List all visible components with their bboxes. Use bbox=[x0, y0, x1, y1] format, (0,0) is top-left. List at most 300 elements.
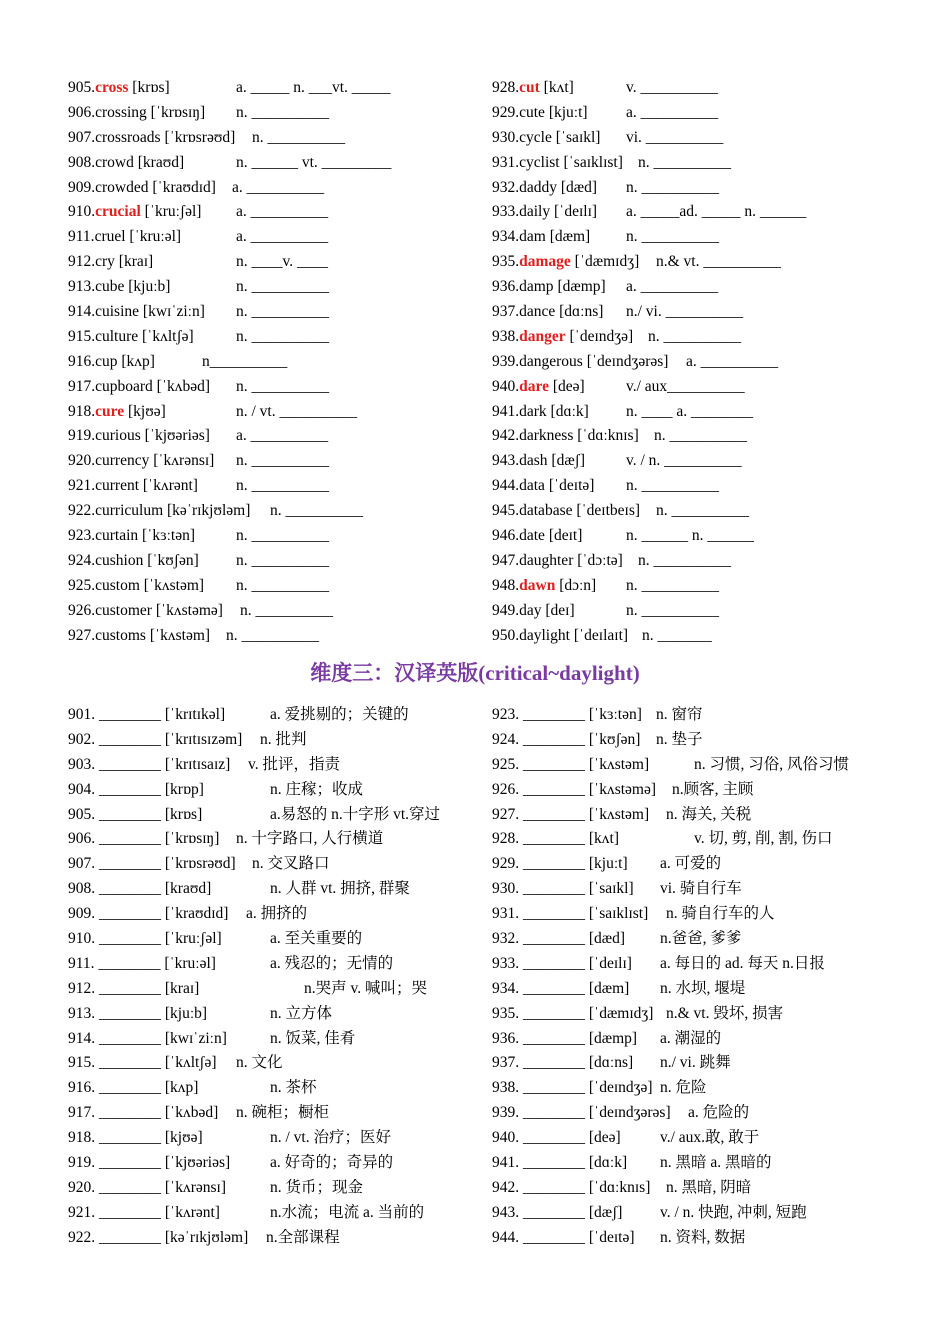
entry-definition-blank: n. __________ bbox=[626, 178, 719, 196]
entry-phonetic: [ˈsaɪkl] bbox=[555, 128, 601, 146]
entry-number: 937. bbox=[492, 303, 520, 321]
translation-entry-row bbox=[492, 1076, 932, 1101]
translation-entry-row bbox=[492, 927, 932, 952]
entry-headword: danger bbox=[519, 327, 566, 345]
entry-phonetic: [krɒs] bbox=[132, 79, 170, 96]
vocab-entry-row bbox=[68, 76, 478, 101]
answer-blank: ________ bbox=[523, 1228, 585, 1246]
entry-definition-blank: vi. __________ bbox=[626, 128, 724, 146]
answer-blank: ________ bbox=[99, 730, 161, 748]
entry-phonetic: [ˈdeɪndʒərəs] bbox=[586, 352, 669, 370]
vocab-entry-row bbox=[492, 499, 932, 524]
entry-headword-group bbox=[492, 400, 589, 425]
vocab-entry-row bbox=[68, 275, 478, 300]
entry-chinese-definition: a.易怒的 n.十字形 vt.穿过 bbox=[270, 805, 441, 823]
entry-answer-group bbox=[68, 1051, 217, 1076]
entry-phonetic: [ˈkrɒsrəʊd] bbox=[164, 855, 236, 873]
entry-phonetic: [kjuːt] bbox=[548, 103, 588, 121]
entry-headword-group bbox=[492, 76, 574, 101]
entry-answer-group bbox=[492, 1226, 634, 1251]
entry-number: 918. bbox=[68, 402, 96, 420]
entry-headword-group bbox=[68, 200, 201, 225]
entry-definition-blank: v./ aux__________ bbox=[626, 377, 745, 395]
vocab-entry-row bbox=[492, 574, 932, 599]
entry-chinese-definition: n.顾客, 主顾 bbox=[672, 780, 754, 798]
entry-chinese-definition: n. 黑暗 a. 黑暗的 bbox=[660, 1154, 772, 1172]
entry-number: 923. bbox=[68, 527, 96, 545]
entry-answer-group bbox=[492, 1101, 671, 1126]
answer-blank: ________ bbox=[99, 780, 161, 798]
translation-entry-row bbox=[68, 877, 478, 902]
entry-definition-blank: n. __________ bbox=[236, 576, 329, 594]
entry-definition-blank: n.& vt. __________ bbox=[656, 253, 781, 271]
entry-phonetic: [kjuːb] bbox=[128, 278, 171, 296]
entry-phonetic: [ˈkʌstəm] bbox=[149, 626, 211, 644]
vocab-entry-row bbox=[68, 524, 478, 549]
entry-number: 911. bbox=[68, 954, 95, 972]
entry-phonetic: [ˈdɑːknɪs] bbox=[577, 427, 639, 445]
entry-number: 907. bbox=[68, 855, 96, 873]
entry-headword-group bbox=[492, 350, 668, 375]
vocab-entry-row bbox=[492, 76, 932, 101]
answer-blank: ________ bbox=[523, 979, 585, 997]
translation-entry-row bbox=[68, 728, 478, 753]
entry-chinese-definition: n. 茶杯 bbox=[270, 1079, 317, 1097]
translation-entry-row bbox=[492, 852, 932, 877]
entry-headword-group bbox=[68, 300, 205, 325]
vocab-entry-row bbox=[492, 225, 932, 250]
entry-phonetic: [dæd] bbox=[560, 178, 598, 196]
entry-number: 950. bbox=[492, 626, 520, 644]
entry-definition-blank: n. __________ bbox=[236, 303, 329, 321]
translation-entry-row bbox=[492, 877, 932, 902]
entry-headword: custom bbox=[95, 576, 140, 594]
entry-definition-blank: a. __________ bbox=[232, 178, 325, 196]
entry-chinese-definition: n. / vt. 治疗；医好 bbox=[270, 1129, 391, 1147]
entry-phonetic: [ˈkʌstəm] bbox=[588, 755, 650, 773]
entry-number: 939. bbox=[492, 352, 520, 370]
entry-chinese-definition: n. 窗帘 bbox=[656, 706, 703, 723]
entry-headword: cycle bbox=[519, 128, 552, 146]
entry-headword-group bbox=[68, 424, 210, 449]
entry-headword-group bbox=[492, 126, 600, 151]
entry-definition-blank: n. ______ n. ______ bbox=[626, 527, 754, 545]
entry-headword: damage bbox=[519, 253, 571, 271]
entry-number: 921. bbox=[68, 1203, 96, 1221]
entry-chinese-definition: n.水流；电流 a. 当前的 bbox=[270, 1203, 425, 1221]
vocab-entry-row bbox=[68, 400, 478, 425]
entry-answer-group bbox=[68, 927, 222, 952]
entry-definition-blank: n. / vt. __________ bbox=[236, 402, 357, 420]
entry-number: 947. bbox=[492, 551, 520, 569]
entry-chinese-definition: n. 骑自行车的人 bbox=[666, 905, 775, 923]
entry-headword: crowd bbox=[95, 153, 134, 171]
answer-blank: ________ bbox=[523, 930, 585, 948]
entry-headword-group bbox=[68, 101, 205, 126]
vocab-entry-row bbox=[68, 225, 478, 250]
entry-phonetic: [dɔːn] bbox=[559, 576, 597, 594]
entry-number: 910. bbox=[68, 930, 96, 948]
vocab-entry-row bbox=[68, 449, 478, 474]
entry-definition-blank: n. __________ bbox=[638, 551, 731, 569]
entry-number: 934. bbox=[492, 228, 520, 246]
translation-entry-row bbox=[492, 1051, 932, 1076]
entry-chinese-definition: v. 切, 剪, 削, 割, 伤口 bbox=[694, 830, 833, 848]
entry-phonetic: [ˈdeɪlaɪt] bbox=[573, 626, 629, 644]
translation-entry-row bbox=[68, 1126, 478, 1151]
answer-blank: ________ bbox=[523, 755, 585, 773]
entry-phonetic: [dɑːk] bbox=[588, 1154, 628, 1172]
entry-number: 945. bbox=[492, 502, 520, 520]
entry-headword-group bbox=[68, 176, 216, 201]
entry-answer-group bbox=[492, 902, 648, 927]
answer-blank: ________ bbox=[523, 1004, 585, 1022]
entry-number: 915. bbox=[68, 1054, 96, 1072]
answer-blank: ________ bbox=[99, 1178, 161, 1196]
entry-headword-group bbox=[492, 474, 594, 499]
answer-blank: ________ bbox=[523, 855, 585, 873]
entry-answer-group bbox=[492, 977, 629, 1002]
entry-phonetic: [dæʃ] bbox=[588, 1203, 623, 1221]
entry-headword: dangerous bbox=[519, 352, 583, 370]
answer-blank: ________ bbox=[523, 1178, 585, 1196]
entry-number: 932. bbox=[492, 178, 520, 196]
entry-headword: cupboard bbox=[95, 377, 153, 395]
answer-blank: ________ bbox=[99, 1104, 161, 1122]
answer-blank: ________ bbox=[99, 830, 161, 848]
entry-definition-blank: n. __________ bbox=[648, 327, 741, 345]
entry-answer-group bbox=[68, 1002, 207, 1027]
entry-chinese-definition: a. 好奇的；奇异的 bbox=[270, 1154, 394, 1172]
entry-answer-group bbox=[492, 703, 642, 728]
entry-phonetic: [ˈkʌltʃə] bbox=[164, 1054, 217, 1072]
entry-answer-group bbox=[492, 778, 656, 803]
entry-phonetic: [kjʊə] bbox=[127, 402, 166, 420]
entry-headword: day bbox=[519, 601, 542, 619]
entry-chinese-definition: a. 可爱的 bbox=[660, 855, 722, 873]
entry-phonetic: [dæmp] bbox=[557, 278, 606, 296]
entry-answer-group bbox=[492, 877, 634, 902]
entry-headword-group bbox=[68, 350, 155, 375]
translation-entry-row bbox=[492, 1201, 932, 1226]
entry-number: 911. bbox=[68, 228, 95, 246]
entry-number: 924. bbox=[68, 551, 96, 569]
entry-number: 903. bbox=[68, 755, 96, 773]
translation-entry-row bbox=[68, 952, 478, 977]
entry-phonetic: [kwɪˈziːn] bbox=[142, 303, 205, 321]
entry-answer-group bbox=[68, 1101, 218, 1126]
entry-headword: cure bbox=[95, 402, 125, 420]
entry-headword: crossroads bbox=[95, 128, 161, 146]
vocab-entry-row bbox=[68, 499, 478, 524]
answer-blank: ________ bbox=[523, 706, 585, 723]
vocab-entry-row bbox=[68, 549, 478, 574]
entry-phonetic: [kraɪ] bbox=[118, 253, 154, 271]
entry-phonetic: [ˈsaɪklɪst] bbox=[588, 905, 649, 923]
entry-answer-group bbox=[492, 1201, 622, 1226]
entry-headword: cry bbox=[95, 253, 115, 271]
entry-number: 919. bbox=[68, 427, 96, 445]
entry-number: 930. bbox=[492, 128, 520, 146]
entry-headword-group bbox=[68, 225, 181, 250]
entry-chinese-definition: n. 水坝, 堰堤 bbox=[660, 979, 746, 997]
entry-number: 917. bbox=[68, 377, 96, 395]
entry-number: 928. bbox=[492, 830, 520, 848]
entry-definition-blank: n. __________ bbox=[236, 527, 329, 545]
entry-answer-group bbox=[492, 1051, 633, 1076]
entry-headword-group bbox=[492, 225, 590, 250]
entry-headword-group bbox=[492, 200, 597, 225]
answer-blank: ________ bbox=[523, 730, 585, 748]
entry-definition-blank: n. __________ bbox=[236, 551, 329, 569]
entry-headword-group bbox=[68, 76, 170, 101]
answer-blank: ________ bbox=[523, 880, 585, 898]
translation-entry-row bbox=[492, 1101, 932, 1126]
entry-headword: cup bbox=[95, 352, 118, 370]
entry-number: 912. bbox=[68, 979, 96, 997]
entry-number: 910. bbox=[68, 203, 96, 221]
entry-phonetic: [ˈdeɪndʒə] bbox=[569, 327, 634, 345]
entry-headword: cyclist bbox=[519, 153, 560, 171]
entry-phonetic: [ˈkʌltʃə] bbox=[142, 327, 194, 345]
translation-entry-row bbox=[492, 753, 932, 778]
answer-blank: ________ bbox=[523, 830, 585, 848]
entry-definition-blank: n. __________ bbox=[252, 128, 345, 146]
entry-answer-group bbox=[492, 927, 625, 952]
entry-number: 925. bbox=[68, 576, 96, 594]
entry-answer-group bbox=[68, 728, 242, 753]
entry-number: 922. bbox=[68, 1228, 96, 1246]
entry-number: 916. bbox=[68, 352, 96, 370]
answer-blank: ________ bbox=[99, 930, 161, 948]
entry-phonetic: [ˈkrɒsɪŋ] bbox=[150, 103, 206, 121]
translation-entry-row bbox=[492, 778, 932, 803]
entry-definition-blank: v. __________ bbox=[626, 79, 718, 96]
entry-headword-group bbox=[492, 375, 585, 400]
entry-number: 943. bbox=[492, 452, 520, 470]
entry-number: 920. bbox=[68, 1178, 96, 1196]
entry-headword: cruel bbox=[94, 228, 126, 246]
entry-chinese-definition: n.全部课程 bbox=[266, 1228, 340, 1246]
entry-chinese-definition: a. 爱挑剔的；关键的 bbox=[270, 706, 409, 723]
entry-chinese-definition: a. 每日的 ad. 每天 n.日报 bbox=[660, 954, 825, 972]
entry-headword-group bbox=[68, 599, 223, 624]
entry-headword: darkness bbox=[519, 427, 574, 445]
vocab-entry-row bbox=[68, 624, 478, 649]
translation-entry-row bbox=[68, 902, 478, 927]
entry-number: 941. bbox=[492, 1154, 520, 1172]
entry-answer-group bbox=[492, 827, 619, 852]
entry-definition-blank: v. / n. __________ bbox=[626, 452, 742, 470]
entry-number: 914. bbox=[68, 303, 96, 321]
translation-entry-row bbox=[492, 952, 932, 977]
entry-headword: dare bbox=[519, 377, 549, 395]
entry-definition-blank: n. __________ bbox=[236, 477, 329, 495]
vocab-entry-row bbox=[492, 599, 932, 624]
entry-headword: cut bbox=[519, 79, 540, 96]
entry-headword: curious bbox=[95, 427, 141, 445]
entry-headword-group bbox=[68, 126, 235, 151]
entry-chinese-definition: n./ vi. 跳舞 bbox=[660, 1054, 731, 1072]
entry-headword-group bbox=[492, 449, 585, 474]
entry-headword-group bbox=[68, 250, 153, 275]
vocab-entry-row bbox=[68, 350, 478, 375]
answer-blank: ________ bbox=[99, 979, 161, 997]
vocab-entry-row bbox=[492, 151, 932, 176]
translation-entry-row bbox=[68, 1176, 478, 1201]
entry-phonetic: [ˈkʌstəmə] bbox=[155, 601, 223, 619]
entry-chinese-definition: a. 残忍的；无情的 bbox=[270, 954, 394, 972]
entry-answer-group bbox=[68, 803, 202, 828]
translation-entry-row bbox=[492, 703, 932, 728]
entry-number: 920. bbox=[68, 452, 96, 470]
entry-number: 931. bbox=[492, 905, 520, 923]
entry-phonetic: [dɑːns] bbox=[588, 1054, 634, 1072]
entry-number: 902. bbox=[68, 730, 96, 748]
entry-definition-blank: n. ____v. ____ bbox=[236, 253, 328, 271]
answer-blank: ________ bbox=[523, 905, 585, 923]
vocab-entry-row bbox=[68, 176, 478, 201]
entry-definition-blank: n. __________ bbox=[236, 377, 329, 395]
entry-number: 925. bbox=[492, 755, 520, 773]
entry-number: 949. bbox=[492, 601, 520, 619]
entry-phonetic: [ˈkruːʃəl] bbox=[144, 203, 202, 221]
entry-definition-blank: n. __________ bbox=[626, 576, 719, 594]
entry-answer-group bbox=[492, 1076, 653, 1101]
entry-definition-blank: n. __________ bbox=[626, 601, 719, 619]
answer-blank: ________ bbox=[523, 1079, 585, 1097]
entry-phonetic: [dæmp] bbox=[588, 1029, 638, 1047]
vocab-entry-row bbox=[492, 549, 932, 574]
entry-headword: curtain bbox=[95, 527, 139, 545]
entry-definition-blank: n. __________ bbox=[236, 103, 329, 121]
entry-headword-group bbox=[68, 549, 199, 574]
entry-chinese-definition: n.& vt. 毁坏, 损害 bbox=[666, 1004, 784, 1022]
translation-entry-row bbox=[68, 1226, 478, 1251]
entry-chinese-definition: n. 交叉路口 bbox=[252, 855, 330, 873]
translation-entry-row bbox=[492, 977, 932, 1002]
entry-phonetic: [ˈsaɪkl] bbox=[588, 880, 634, 898]
entry-chinese-definition: n. 海关, 关税 bbox=[666, 805, 752, 823]
entry-phonetic: [ˈkraʊdɪd] bbox=[164, 905, 229, 923]
entry-phonetic: [ˈsaɪklɪst] bbox=[563, 153, 623, 171]
entry-phonetic: [ˈkrɒsrəʊd] bbox=[164, 128, 236, 146]
entry-number: 946. bbox=[492, 527, 520, 545]
vocab-entry-row bbox=[492, 449, 932, 474]
entry-phonetic: [ˈkrɪtɪsaɪz] bbox=[164, 755, 231, 773]
entry-headword-group bbox=[492, 151, 623, 176]
entry-number: 928. bbox=[492, 79, 520, 96]
entry-number: 908. bbox=[68, 153, 96, 171]
entry-number: 929. bbox=[492, 855, 520, 873]
translation-entry-row bbox=[492, 1176, 932, 1201]
entry-headword-group bbox=[68, 275, 170, 300]
entry-number: 913. bbox=[68, 278, 96, 296]
entry-number: 940. bbox=[492, 377, 520, 395]
entry-chinese-definition: n. 立方体 bbox=[270, 1004, 333, 1022]
translation-entry-row bbox=[68, 1151, 478, 1176]
entry-answer-group bbox=[68, 977, 199, 1002]
entry-phonetic: [ˈdeɪndʒə] bbox=[588, 1079, 653, 1097]
entry-answer-group bbox=[68, 852, 236, 877]
entry-headword: cuisine bbox=[95, 303, 140, 321]
entry-number: 921. bbox=[68, 477, 96, 495]
entry-chinese-definition: n. 黑暗, 阴暗 bbox=[666, 1178, 752, 1196]
entry-chinese-definition: n.哭声 v. 喊叫；哭 bbox=[304, 979, 427, 997]
entry-phonetic: [ˈkʌrənsɪ] bbox=[153, 452, 215, 470]
entry-chinese-definition: a. 至关重要的 bbox=[270, 930, 363, 948]
entry-definition-blank: a. _____ad. _____ n. ______ bbox=[626, 203, 807, 221]
entry-number: 901. bbox=[68, 706, 96, 723]
entry-phonetic: [ˈkʌbəd] bbox=[164, 1104, 219, 1122]
entry-headword: crucial bbox=[95, 203, 141, 221]
entry-headword: dance bbox=[519, 303, 556, 321]
entry-number: 942. bbox=[492, 1178, 520, 1196]
entry-number: 907. bbox=[68, 128, 96, 146]
vocab-entry-row bbox=[492, 176, 932, 201]
translation-entry-row bbox=[68, 803, 478, 828]
entry-phonetic: [kəˈrɪkjʊləm] bbox=[167, 502, 251, 520]
answer-blank: ________ bbox=[99, 905, 161, 923]
entry-number: 908. bbox=[68, 880, 96, 898]
entry-headword: dash bbox=[519, 452, 548, 470]
translation-entry-row bbox=[68, 927, 478, 952]
answer-blank: ________ bbox=[99, 805, 161, 823]
entry-answer-group bbox=[68, 703, 225, 728]
entry-chinese-definition: n. 货币；现金 bbox=[270, 1178, 364, 1196]
entry-phonetic: [ˈdeɪtə] bbox=[588, 1228, 635, 1246]
entry-number: 904. bbox=[68, 780, 96, 798]
answer-blank: ________ bbox=[99, 1004, 161, 1022]
entry-number: 939. bbox=[492, 1104, 520, 1122]
entry-answer-group bbox=[492, 803, 649, 828]
entry-number: 937. bbox=[492, 1054, 520, 1072]
entry-headword: customer bbox=[95, 601, 152, 619]
entry-chinese-definition: a. 危险的 bbox=[688, 1104, 750, 1122]
entry-headword: crowded bbox=[95, 178, 149, 196]
entry-chinese-definition: v./ aux.敢, 敢于 bbox=[660, 1129, 760, 1147]
entry-headword: cross bbox=[95, 79, 129, 96]
entry-number: 941. bbox=[492, 402, 520, 420]
vocab-entry-row bbox=[68, 599, 478, 624]
entry-chinese-definition: n. 习惯, 习俗, 风俗习惯 bbox=[694, 755, 850, 773]
entry-number: 930. bbox=[492, 880, 520, 898]
entry-phonetic: [ˈkrɒsɪŋ] bbox=[164, 830, 220, 848]
entry-headword-group bbox=[492, 101, 588, 126]
entry-headword: cute bbox=[519, 103, 545, 121]
vocab-entry-row bbox=[68, 250, 478, 275]
entry-headword: daylight bbox=[519, 626, 570, 644]
entry-phonetic: [deɪ] bbox=[545, 601, 575, 619]
translation-entry-row bbox=[68, 1027, 478, 1052]
entry-number: 933. bbox=[492, 203, 520, 221]
entry-phonetic: [ˈkʌbəd] bbox=[156, 377, 211, 395]
entry-phonetic: [kʌp] bbox=[121, 352, 155, 370]
entry-headword-group bbox=[492, 424, 639, 449]
translation-entry-row bbox=[492, 827, 932, 852]
entry-headword: data bbox=[519, 477, 545, 495]
entry-phonetic: [kraɪ] bbox=[164, 979, 200, 997]
entry-chinese-definition: n. 庄稼；收成 bbox=[270, 780, 364, 798]
entry-headword-group bbox=[68, 400, 166, 425]
entry-phonetic: [deɪt] bbox=[548, 527, 583, 545]
vocab-entry-row bbox=[492, 126, 932, 151]
translation-entry-row bbox=[492, 1151, 932, 1176]
entry-number: 936. bbox=[492, 1029, 520, 1047]
entry-phonetic: [ˈkʌrənsɪ] bbox=[164, 1178, 226, 1196]
entry-number: 916. bbox=[68, 1079, 96, 1097]
entry-phonetic: [ˈdæmɪdʒ] bbox=[574, 253, 640, 271]
